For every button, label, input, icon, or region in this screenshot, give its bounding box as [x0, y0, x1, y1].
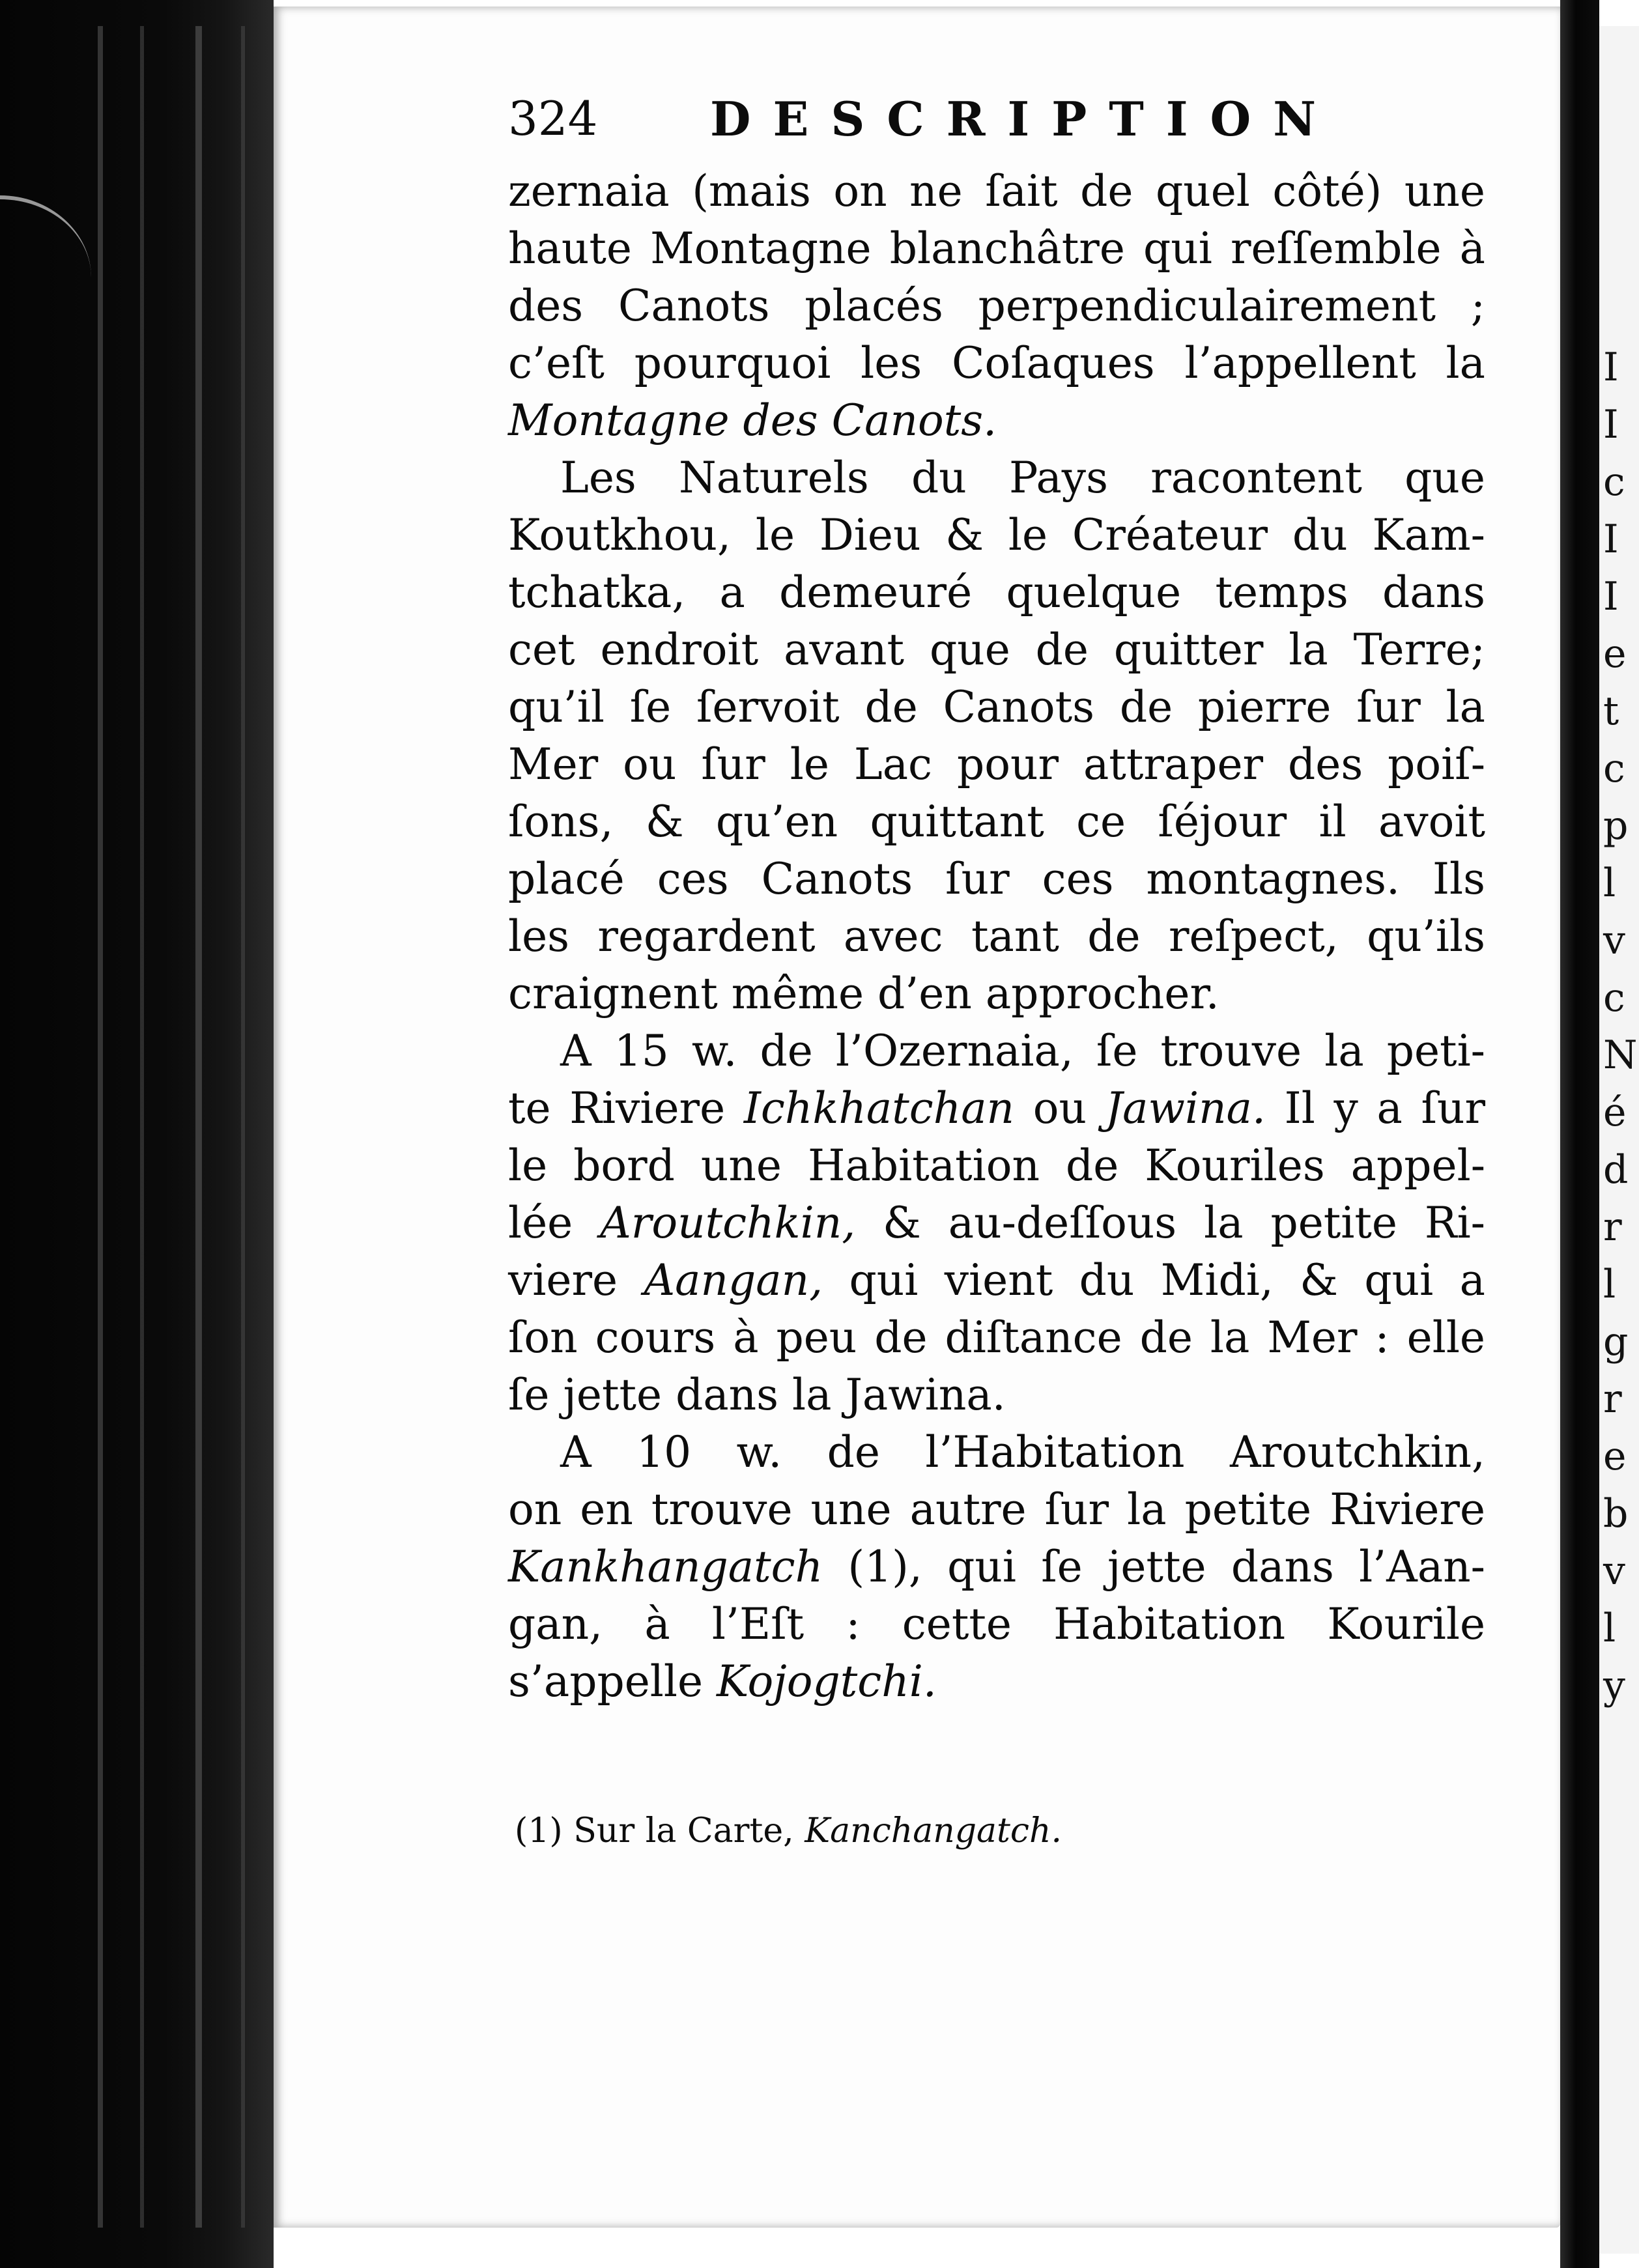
text-line: cet endroit avant que de quitter la Terre; — [508, 625, 1485, 675]
running-head: DESCRIPTION — [710, 91, 1339, 147]
next-page-letter: é — [1603, 1090, 1627, 1135]
next-page-letter: p — [1603, 803, 1629, 849]
text-line: Montagne des Canots. — [508, 395, 997, 446]
text-line: des Canots placés perpendiculairement ; — [508, 281, 1485, 331]
next-page-letter: l — [1603, 860, 1616, 906]
text-line: le bord une Habitation de Kouriles appel- — [508, 1141, 1485, 1191]
text-line: ſe jette dans la Jawina. — [508, 1370, 1006, 1420]
next-page-letter: e — [1603, 631, 1627, 677]
text-line: Koutkhou, le Dieu & le Créateur du Kam- — [508, 510, 1485, 560]
binding-page-edge — [98, 26, 103, 2228]
text-line: on en trouve une autre ſur la petite Riviere — [508, 1484, 1485, 1535]
text-line: A 15 w. de l’Ozernaia, ſe trouve la peti- — [560, 1026, 1485, 1076]
footnote-text: Sur la Carte, — [573, 1811, 794, 1850]
next-page-letter: l — [1603, 1262, 1616, 1307]
next-page-letter: r — [1603, 1204, 1622, 1250]
binding-page-edge — [241, 26, 245, 2228]
text-line: Les Naturels du Pays racontent que — [560, 453, 1485, 503]
next-page-letter-column — [1603, 339, 1638, 1714]
next-page-letter: y — [1603, 1663, 1625, 1708]
text-line: qu’il ſe ſervoit de Canots de pierre ſur la — [508, 682, 1485, 732]
text-line: les regardent avec tant de reſpect, qu’ils — [508, 911, 1485, 961]
binding-curve — [0, 195, 91, 277]
text-line: Kankhangatch (1), qui ſe jette dans l’Aan- — [508, 1542, 1485, 1592]
next-page-letter: d — [1603, 1147, 1629, 1193]
next-page-letter: r — [1603, 1376, 1622, 1422]
next-page-letter: I — [1603, 402, 1619, 447]
text-line: ſon cours à peu de diſtance de la Mer : elle — [508, 1312, 1485, 1363]
text-line: ſons, & qu’en quittant ce ſéjour il avoit — [508, 797, 1485, 847]
next-page-letter: e — [1603, 1434, 1627, 1479]
next-page-letter: I — [1603, 574, 1619, 619]
text-line: lée Aroutchkin, & au-deſſous la petite Ri- — [508, 1198, 1485, 1248]
next-page-letter: g — [1603, 1319, 1629, 1365]
next-page-letter: t — [1603, 688, 1619, 734]
text-line: c’eſt pourquoi les Coſaques l’appellent la — [508, 338, 1485, 388]
text-line: zernaia (mais on ne ſait de quel côté) une — [508, 166, 1485, 216]
footnote — [508, 1808, 1485, 1854]
next-page-letter: I — [1603, 517, 1619, 562]
text-line: te Riviere Ichkhatchan ou Jawina. Il y a ſur — [508, 1083, 1486, 1133]
page-number: 324 — [508, 91, 598, 146]
next-page-letter: b — [1603, 1491, 1629, 1537]
text-line: viere Aangan, qui vient du Midi, & qui a — [508, 1255, 1485, 1305]
text-line: tchatka, a demeuré quelque temps dans — [508, 567, 1485, 617]
text-line: s’appelle Kojogtchi. — [508, 1656, 937, 1707]
page-header — [508, 78, 1485, 163]
text-line: placé ces Canots ſur ces montagnes. Ils — [508, 854, 1485, 904]
next-page-sliver — [1599, 26, 1639, 2254]
next-page-letter: v — [1603, 1548, 1625, 1594]
next-page-letter: c — [1603, 746, 1625, 791]
binding-page-edge — [195, 26, 202, 2228]
book-binding-edge — [0, 0, 274, 2268]
text-line: gan, à l’Eſt : cette Habitation Kourile — [508, 1599, 1485, 1649]
next-page-letter: l — [1603, 1606, 1616, 1651]
page-text-block — [508, 78, 1485, 1854]
body-text — [508, 163, 1485, 1710]
text-line: craignent même d’en approcher. — [508, 969, 1219, 1019]
next-page-letter: I — [1603, 345, 1619, 390]
next-page-letter: N — [1603, 1032, 1638, 1078]
footnote-italic-text: Kanchangatch. — [805, 1811, 1062, 1850]
next-page-letter: c — [1603, 975, 1625, 1021]
binding-page-edge — [140, 26, 144, 2228]
text-line: A 10 w. de l’Habitation Aroutchkin, — [560, 1427, 1485, 1477]
text-line: haute Montagne blanchâtre qui reſſemble à — [508, 223, 1485, 274]
next-page-letter: v — [1603, 918, 1625, 963]
text-line: Mer ou ſur le Lac pour attraper des poiſ- — [508, 739, 1485, 789]
next-page-letter: c — [1603, 459, 1625, 505]
page-gutter — [1560, 0, 1599, 2268]
footnote-mark: (1) — [515, 1811, 563, 1850]
